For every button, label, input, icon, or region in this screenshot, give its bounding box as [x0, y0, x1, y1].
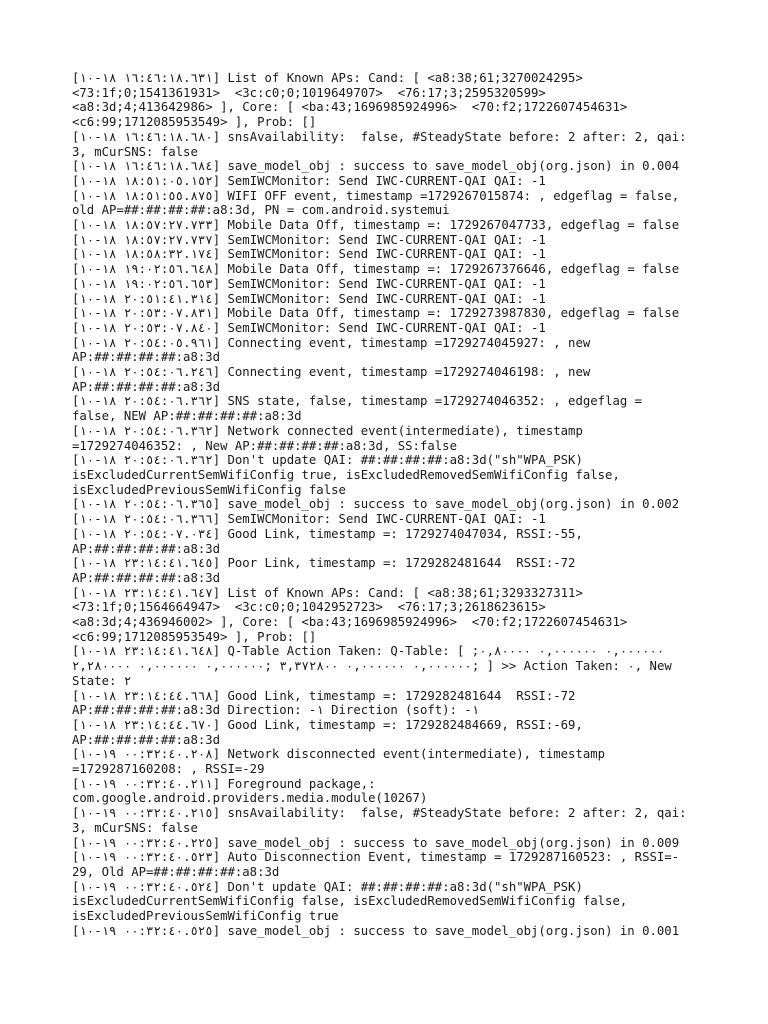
- log-entry: [٢٣:١٤:٤١.٦٤٥ ١٨-١٠] Poor Link, timestamp =: 1729282481644 RSSI:-72 AP:##:##:##:##:a8:3d: [72, 556, 576, 585]
- log-entry: [١٦:٤٦:١٨.٦٨٠ ١٨-١٠] snsAvailability: false, #SteadyState before: 2 after: 2, qai: 3, mCurSNS: false: [72, 129, 687, 159]
- log-entry: [٠٠:٣٢:٤٠.٢١١ ١٩-١٠] Foreground package,: com.google.android.providers.media.module(10267): [72, 776, 428, 806]
- log-entry: [٢٣:١٤:٤٤.٦٧٠ ١٨-١٠] Good Link, timestamp =: 1729282484669, RSSI:-69, AP:##:##:##:##:a8:3d: [72, 717, 583, 747]
- log-entry: [٢٣:١٤:٤٤.٦٦٨ ١٨-١٠] Good Link, timestamp =: 1729282481644 RSSI:-72 AP:##:##:##:##:a8:3d Direction: -١ Direction (soft): -١: [72, 688, 576, 718]
- log-entry: [٠٠:٣٢:٤٠.٢٠٨ ١٩-١٠] Network disconnected event(intermediate), timestamp =1729287160208: , RSSI=-29: [72, 747, 606, 777]
- log-entry: [٢٣:١٤:٤١.٦٤٨ ١٨-١٠] Q-Table Action Taken: Q-Table: [ ;٠,٠٠٠٠٠٠ ٠,٠٠٠٠٠٠ ٠,٨٠٠٠٠ ٠,٠٠٠٠٠٠ ٠,٠٠٠٠٠٠ ٣,٣٧٢٨٠٠ ;٠,٠٠٠٠٠٠ ٠,٠٠٠٠٠٠ ٢,٢٨٠٠٠٠; ] >> Action Taken: ٠, New State: ٢: [72, 644, 672, 688]
- log-entry: [٢٠:٥٤:٠٥.٩٦١ ١٨-١٠] Connecting event, timestamp =1729274045927: , new AP:##:##:##:##:a8:3d: [72, 335, 591, 365]
- log-entry: [٢٠:٥٤:٠٦.٣٦٢ ١٨-١٠] SNS state, false, timestamp =1729274046352: , edgeflag = false, NEW AP:##:##:##:##:a8:3d: [72, 394, 643, 424]
- log-entry: [٢٣:١٤:٤١.٦٤٧ ١٨-١٠] List of Known APs: Cand: [ <a8:38;61;3293327311> <73:1f;0;1564664947> <3c:c0;0;1042952723> <76:17;3;2618623615> <a8:3d;4;436946002> ], Core: [ <ba:43;1696985924996> <70:f2;1722607454631> <c6:99;1712085953549> ], Prob: []: [72, 585, 628, 644]
- log-entry: [١٩:٠٢:٥٦.٦٥٣ ١٨-١٠] SemIWCMonitor: Send IWC-CURRENT-QAI QAI: -1: [72, 276, 546, 291]
- log-entry: [٢٠:٥٤:٠٦.٣٦٥ ١٨-١٠] save_model_obj : success to save_model_obj(org.json) in 0.002: [72, 497, 680, 512]
- log-entry: [٢٠:٥١:٤١.٣١٤ ١٨-١٠] SemIWCMonitor: Send IWC-CURRENT-QAI QAI: -1: [72, 291, 546, 306]
- log-entry: [٢٠:٥٤:٠٦.٣٦٢ ١٨-١٠] Don't update QAI: ##:##:##:##:a8:3d("sh"WPA_PSK) isExcludedCurrentSemWifiConfig true, isExcludedRemovedSemWifiConfig false, isExcludedPreviousSemWifiConfig false: [72, 453, 620, 497]
- log-entry: [١٨:٥١:٥٥.٨٧٥ ١٨-١٠] WIFI OFF event, timestamp =1729267015874: , edgeflag = false, old AP=##:##:##:##:a8:3d, PN = com.android.systemui: [72, 188, 680, 218]
- log-entry: [٠٠:٣٢:٤٠.٥٢٤ ١٩-١٠] Don't update QAI: ##:##:##:##:a8:3d("sh"WPA_PSK) isExcludedCurrentSemWifiConfig false, isExcludedRemovedSemWifiConfig false, isExcludedPreviousSemWifiConfig true: [72, 879, 628, 924]
- log-entry: [٢٠:٥٣:٠٧.٨٣١ ١٨-١٠] Mobile Data Off, timestamp =: 1729273987830, edgeflag = false: [72, 306, 680, 321]
- log-entry: [١٨:٥٨:٣٢.١٧٤ ١٨-١٠] SemIWCMonitor: Send IWC-CURRENT-QAI QAI: -1: [72, 247, 546, 262]
- log-entry: [٠٠:٣٢:٤٠.٢١٥ ١٩-١٠] snsAvailability: false, #SteadyState before: 2 after: 2, qai: 3, mCurSNS: false: [72, 806, 687, 835]
- log-entry: [٠٠:٣٢:٤٠.٢٢٥ ١٩-١٠] save_model_obj : success to save_model_obj(org.json) in 0.009: [72, 835, 680, 850]
- log-entry: [١٨:٥٧:٢٧.٧٣٧ ١٨-١٠] SemIWCMonitor: Send IWC-CURRENT-QAI QAI: -1: [72, 232, 546, 247]
- log-entry: [٢٠:٥٤:٠٧.٠٣٤ ١٨-١٠] Good Link, timestamp =: 1729274047034, RSSI:-55, AP:##:##:##:##:a8:3d: [72, 526, 583, 556]
- log-entry: [٢٠:٥٣:٠٧.٨٤٠ ١٨-١٠] SemIWCMonitor: Send IWC-CURRENT-QAI QAI: -1: [72, 320, 546, 335]
- log-entry: [١٩:٠٢:٥٦.٦٤٨ ١٨-١٠] Mobile Data Off, timestamp =: 1729267376646, edgeflag = false: [72, 262, 680, 277]
- log-entry: [٠٠:٣٢:٤٠.٥٢٣ ١٩-١٠] Auto Disconnection Event, timestamp = 1729287160523: , RSSI=- 29, Old AP=##:##:##:##:a8:3d: [72, 850, 680, 879]
- log-entry: [٢٠:٥٤:٠٦.٣٦٢ ١٨-١٠] Network connected event(intermediate), timestamp =1729274046352: , New AP:##:##:##:##:a8:3d, SS:false: [72, 423, 583, 453]
- log-entry: [١٦:٤٦:١٨.٦٣١ ١٨-١٠] List of Known APs: Cand: [ <a8:38;61;3270024295> <73:1f;0;1541361931> <3c:c0;0;1019649707> <76:17;3;2595320599> <a8:3d;4;413642986> ], Core: [ <ba:43;1696985924996> <70:f2;1722607454631> <c6:99;1712085953549> ], Prob: []: [72, 71, 628, 130]
- log-entry: [٢٠:٥٤:٠٦.٢٤٦ ١٨-١٠] Connecting event, timestamp =1729274046198: , new AP:##:##:##:##:a8:3d: [72, 365, 591, 394]
- log-entry: [١٨:٥١:٠٥.١٥٢ ١٨-١٠] SemIWCMonitor: Send IWC-CURRENT-QAI QAI: -1: [72, 173, 546, 188]
- log-entry: [١٨:٥٧:٢٧.٧٣٣ ١٨-١٠] Mobile Data Off, timestamp =: 1729267047733, edgeflag = false: [72, 218, 680, 233]
- log-text: [72, 71, 758, 938]
- log-entry: [١٦:٤٦:١٨.٦٨٤ ١٨-١٠] save_model_obj : success to save_model_obj(org.json) in 0.004: [72, 159, 680, 174]
- log-entry: [٢٠:٥٤:٠٦.٣٦٦ ١٨-١٠] SemIWCMonitor: Send IWC-CURRENT-QAI QAI: -1: [72, 512, 546, 527]
- log-entry: [٠٠:٣٢:٤٠.٥٢٥ ١٩-١٠] save_model_obj : success to save_model_obj(org.json) in 0.001: [72, 923, 680, 938]
